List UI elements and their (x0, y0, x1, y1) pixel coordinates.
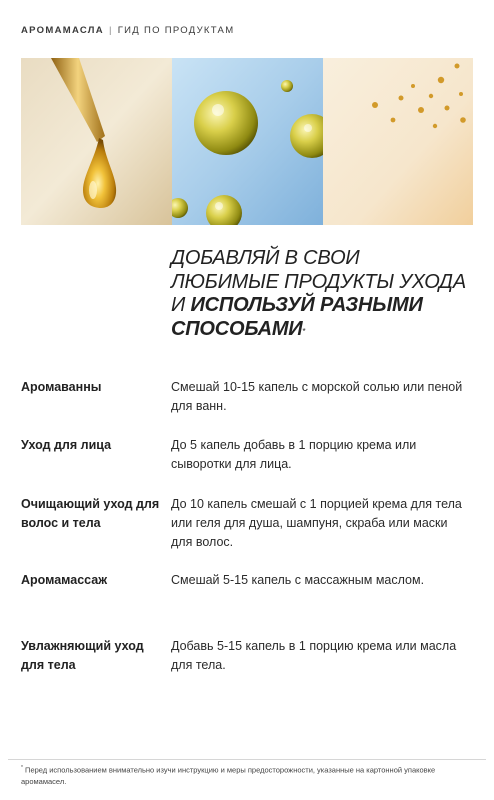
oil-dropper-photo (21, 58, 172, 225)
use-label: Аромаванны (21, 380, 102, 394)
use-text: Смешай 10-15 капель с морской солью или пеной для ванн. (171, 380, 463, 413)
use-text: До 5 капель добавь в 1 порцию крема или сыворотки для лица. (171, 438, 417, 471)
oil-bubbles-photo (172, 58, 323, 225)
oil-droplets-photo (323, 58, 473, 225)
headline-line-2: ЛЮБИМЫЕ ПРОДУКТЫ УХОДА (171, 270, 466, 293)
use-label: Уход для лица (21, 438, 112, 452)
footnote-mark: * (21, 765, 23, 771)
headline-line-1: ДОБАВЛЯЙ В СВОИ (171, 247, 360, 269)
headline (171, 247, 471, 341)
headline-footnote-mark: * (302, 326, 306, 336)
header-separator: | (108, 25, 113, 36)
use-text: Добавь 5-15 капель в 1 порцию крема или масла для тела. (171, 639, 457, 672)
use-label: Аромамассаж (21, 573, 108, 587)
use-text: До 10 капель смешай с 1 порцией крема для тела или геля для душа, шампуня, скраба или маски для волос. (171, 497, 462, 549)
header-subtitle: ГИД ПО ПРОДУКТАМ (117, 25, 235, 36)
headline-line-4-bold: СПОСОБАМИ (171, 317, 303, 340)
use-label: Очищающий уход для волос и тела (21, 497, 160, 530)
footnote-text: Перед использованием внимательно изучи инструкцию и меры предосторожности, указанные на картонной упаковке аромамасел. (21, 765, 436, 786)
footer-divider (8, 759, 486, 760)
use-text: Смешай 5-15 капель с массажным маслом. (171, 573, 425, 587)
headline-line-3-bold: ИСПОЛЬЗУЙ РАЗНЫМИ (190, 294, 423, 316)
headline-line-3-prefix: И (171, 294, 191, 316)
brand-label: АРОМАМАСЛА (21, 25, 104, 36)
photo-strip (21, 58, 473, 225)
headline-line-3 (171, 294, 471, 318)
headline-line-4 (171, 318, 471, 342)
footnote (21, 763, 476, 787)
page-header (21, 25, 234, 36)
use-label: Увлажняющий уход для тела (21, 639, 144, 672)
